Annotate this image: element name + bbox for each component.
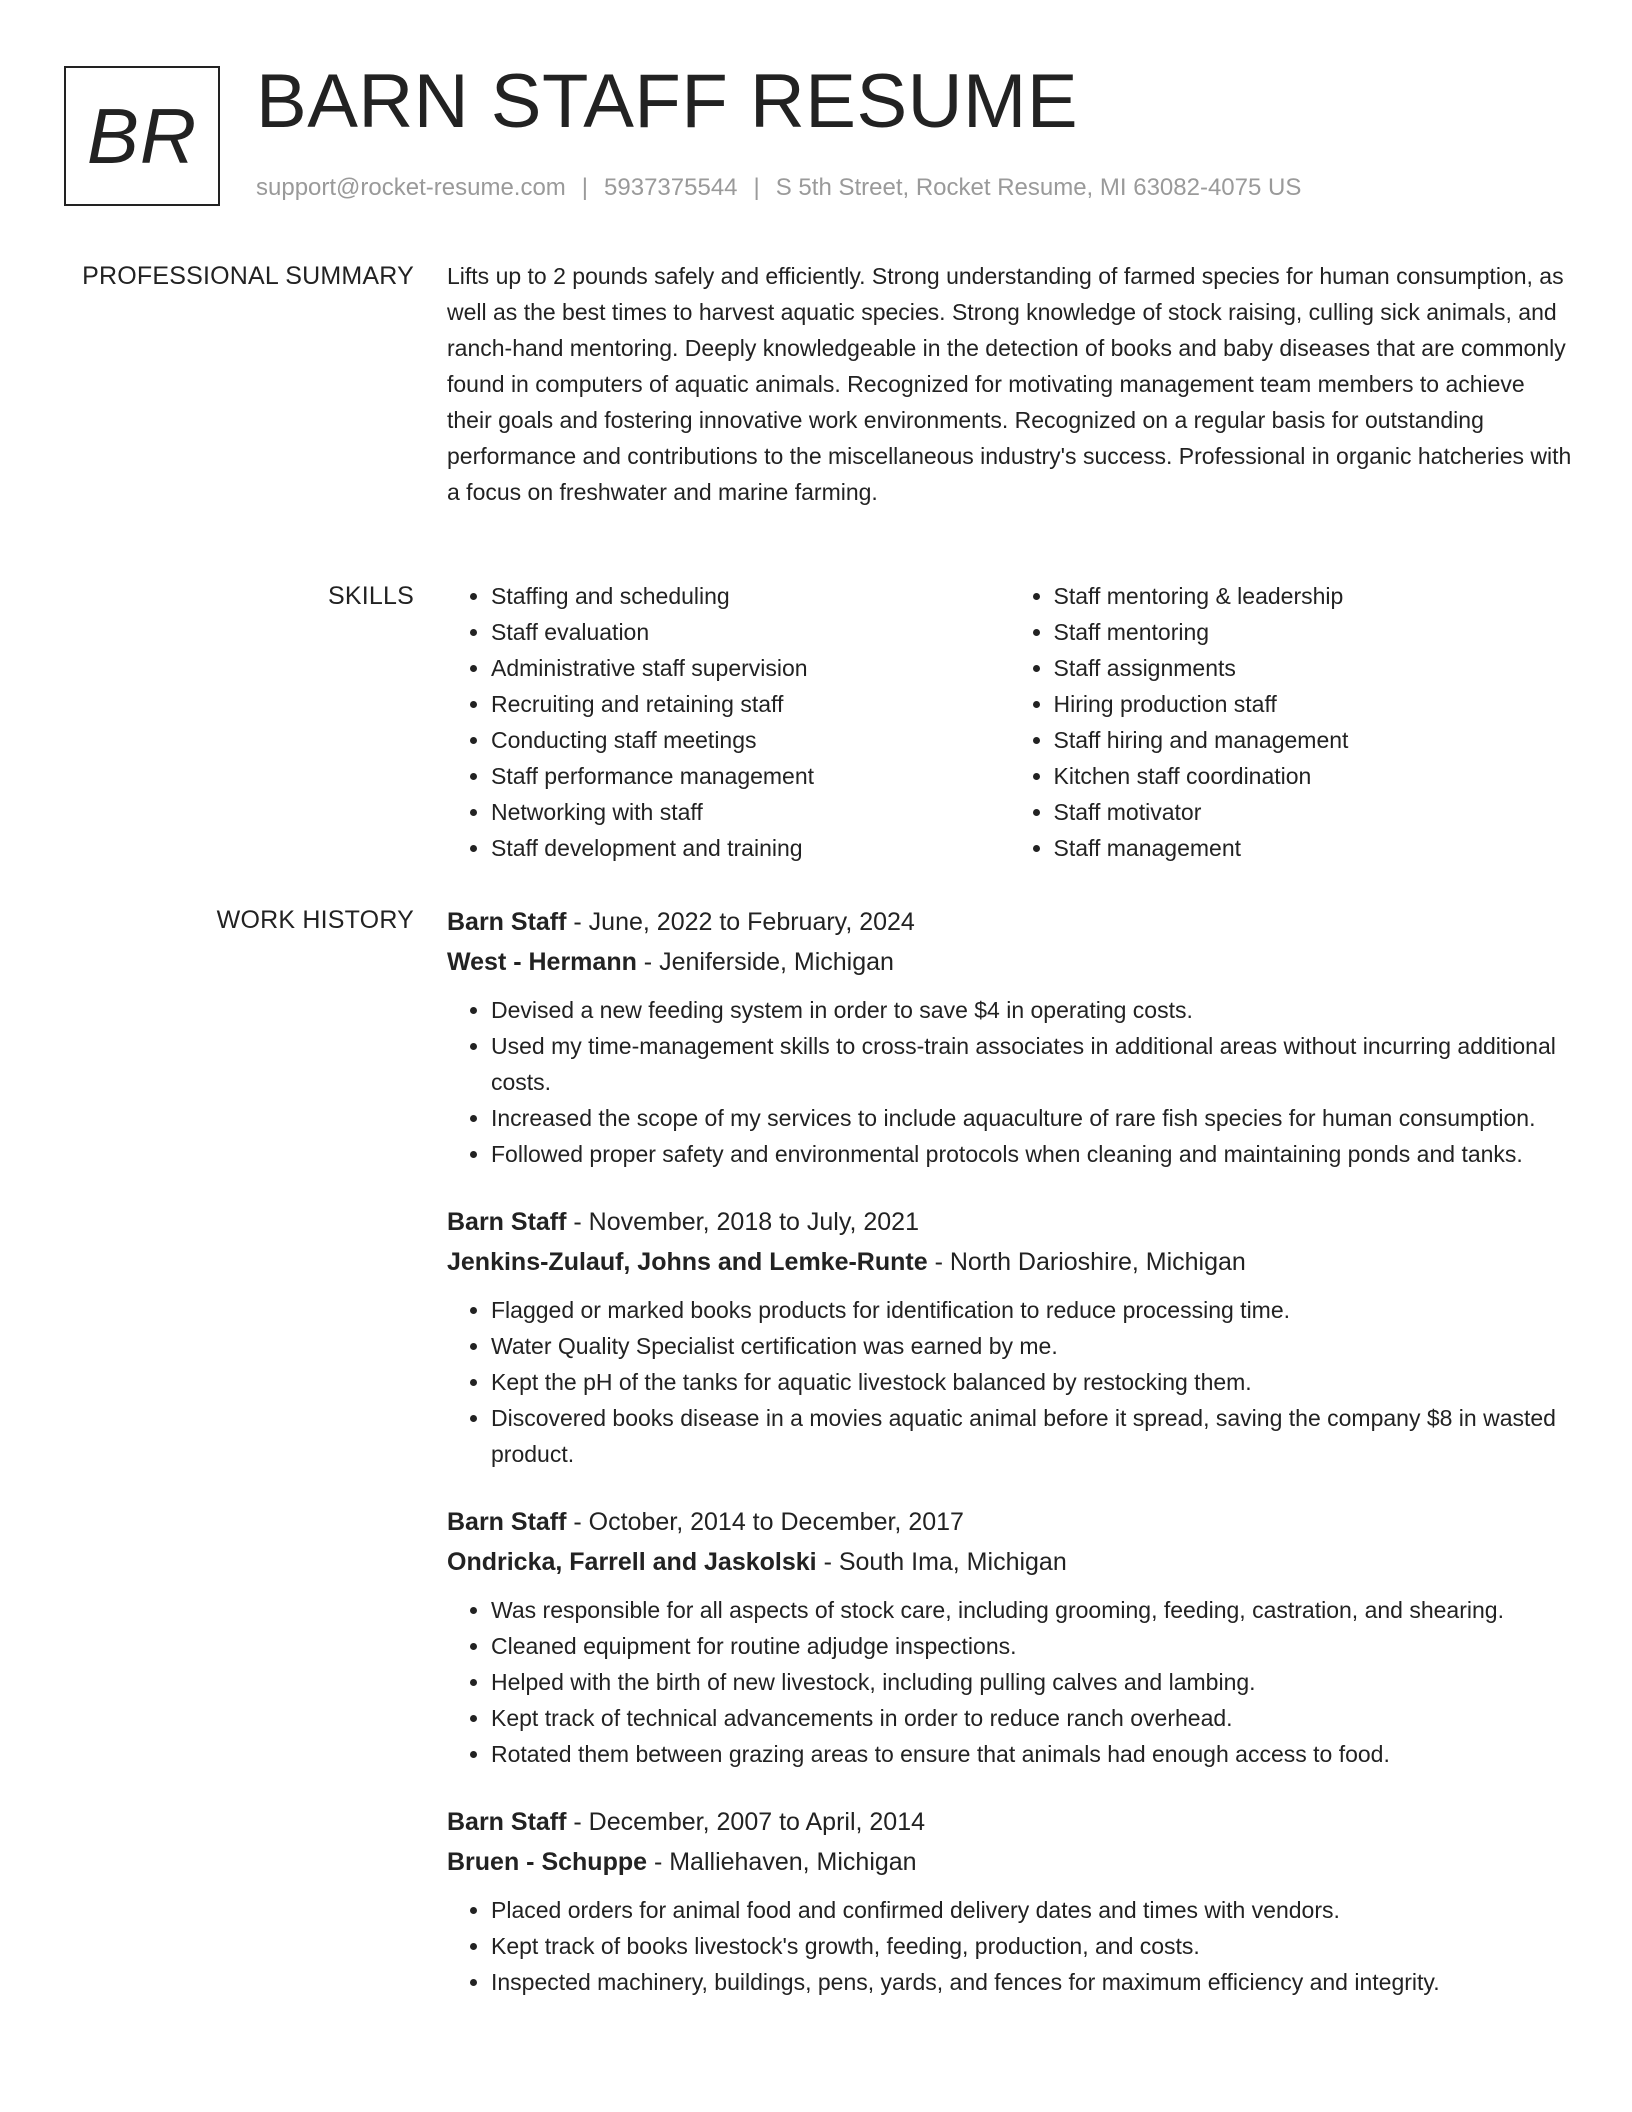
skill-item: • Staff mentoring: [1054, 614, 1573, 650]
job-bullets: [447, 1892, 1572, 2000]
job-company: Ondricka, Farrell and Jaskolski: [447, 1548, 817, 1576]
monogram-box: [64, 66, 220, 206]
job-bullet: • Kept track of technical advancements in order to reduce ranch overhead.: [491, 1700, 1572, 1736]
job-entry: [447, 1502, 1572, 1772]
job-bullet: • Was responsible for all aspects of stock care, including grooming, feeding, castration, and shearing.: [491, 1592, 1572, 1628]
section-label-summary: PROFESSIONAL SUMMARY: [82, 262, 414, 290]
job-company: West - Hermann: [447, 948, 637, 976]
job-bullet: • Increased the scope of my services to include aquaculture of rare fish species for human consumption.: [491, 1100, 1572, 1136]
job-bullet: • Kept the pH of the tanks for aquatic livestock balanced by restocking them.: [491, 1364, 1572, 1400]
job-bullet: • Devised a new feeding system in order to save $4 in operating costs.: [491, 992, 1572, 1028]
job-company: Bruen - Schuppe: [447, 1848, 648, 1876]
job-entry: [447, 1202, 1572, 1472]
job-location: - South Ima, Michigan: [816, 1548, 1067, 1576]
job-dates: - October, 2014 to December, 2017: [566, 1508, 964, 1536]
job-entry: [447, 902, 1572, 1172]
job-bullet: • Followed proper safety and environmental protocols when cleaning and maintaining ponds and tanks.: [491, 1136, 1572, 1172]
job-title: Barn Staff: [447, 1808, 567, 1836]
skill-item: • Staff mentoring & leadership: [1054, 578, 1573, 614]
skill-item: • Staff evaluation: [491, 614, 1010, 650]
skill-item: • Staffing and scheduling: [491, 578, 1010, 614]
skill-item: • Networking with staff: [491, 794, 1010, 830]
skill-item: • Staff development and training: [491, 830, 1010, 866]
skill-item: • Staff assignments: [1054, 650, 1573, 686]
skill-item: • Conducting staff meetings: [491, 722, 1010, 758]
job-title: Barn Staff: [447, 1508, 567, 1536]
job-company: Jenkins-Zulauf, Johns and Lemke-Runte: [447, 1248, 928, 1276]
skills-list-left: [447, 578, 1010, 866]
job-bullet: • Helped with the birth of new livestock, including pulling calves and lambing.: [491, 1664, 1572, 1700]
job-location: - Jeniferside, Michigan: [636, 948, 894, 976]
job-bullets: [447, 1292, 1572, 1472]
contact-email: support@rocket-resume.com: [256, 174, 566, 201]
job-bullet: • Cleaned equipment for routine adjudge inspections.: [491, 1628, 1572, 1664]
job-bullet: • Rotated them between grazing areas to ensure that animals had enough access to food.: [491, 1736, 1572, 1772]
section-label-skills: SKILLS: [328, 582, 414, 610]
job-bullet: • Kept track of books livestock's growth, feeding, production, and costs.: [491, 1928, 1572, 1964]
monogram-initials: BR: [86, 91, 198, 180]
skill-item: • Staff motivator: [1054, 794, 1573, 830]
skill-item: • Administrative staff supervision: [491, 650, 1010, 686]
job-dates: - December, 2007 to April, 2014: [566, 1808, 926, 1836]
contact-line: [256, 174, 1301, 202]
contact-address: S 5th Street, Rocket Resume, MI 63082-4075 US: [775, 174, 1302, 201]
job-bullet: • Discovered books disease in a movies aquatic animal before it spread, saving the company $8 in wasted product.: [491, 1400, 1572, 1472]
job-location: - North Darioshire, Michigan: [927, 1248, 1246, 1276]
job-location: - Malliehaven, Michigan: [647, 1848, 917, 1876]
job-dates: - November, 2018 to July, 2021: [566, 1208, 919, 1236]
resume-title: BARN STAFF RESUME: [256, 59, 1079, 144]
job-bullets: [447, 992, 1572, 1172]
skills-list-right: [1010, 578, 1573, 866]
job-bullets: [447, 1592, 1572, 1772]
contact-separator: |: [581, 174, 589, 201]
skill-item: • Staff hiring and management: [1054, 722, 1573, 758]
job-title: Barn Staff: [447, 1208, 567, 1236]
skill-item: • Kitchen staff coordination: [1054, 758, 1573, 794]
contact-phone: 5937375544: [604, 174, 738, 201]
job-bullet: • Placed orders for animal food and confirmed delivery dates and times with vendors.: [491, 1892, 1572, 1928]
section-label-work-history: WORK HISTORY: [216, 906, 414, 934]
job-bullet: • Used my time-management skills to cross-train associates in additional areas without incurring additional costs.: [491, 1028, 1572, 1100]
job-bullet: • Flagged or marked books products for identification to reduce processing time.: [491, 1292, 1572, 1328]
job-bullet: • Inspected machinery, buildings, pens, yards, and fences for maximum efficiency and integrity.: [491, 1964, 1572, 2000]
job-bullet: • Water Quality Specialist certification was earned by me.: [491, 1328, 1572, 1364]
skill-item: • Staff management: [1054, 830, 1573, 866]
contact-separator: |: [753, 174, 760, 201]
job-dates: - June, 2022 to February, 2024: [566, 908, 915, 936]
skill-item: • Recruiting and retaining staff: [491, 686, 1010, 722]
skill-item: • Hiring production staff: [1054, 686, 1573, 722]
skill-item: • Staff performance management: [491, 758, 1010, 794]
summary-text: Lifts up to 2 pounds safely and efficiently. Strong understanding of farmed species for human consumption, as well as the best times to harvest aquatic species. Strong knowledge of stock raising, culling sick animals, and ranch-hand mentoring. Deeply knowledgeable in the detection of books and baby diseases that are commonly found in computers of aquatic animals. Recognized for motivating management team members to achieve their goals and fostering innovative work environments. Recognized on a regular basis for outstanding performance and contributions to the miscellaneous industry's success. Professional in organic hatcheries with a focus on freshwater and marine farming.: [447, 263, 1572, 505]
job-title: Barn Staff: [447, 908, 567, 936]
job-entry: [447, 1802, 1572, 2000]
